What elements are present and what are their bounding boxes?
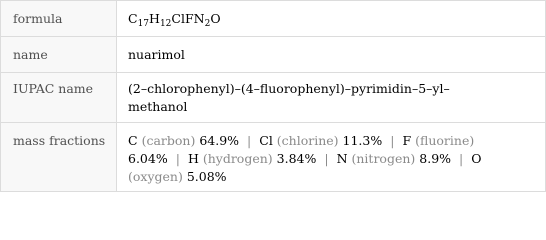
mass-fractions-line1	[128, 132, 535, 150]
formula-h-subscript: 12	[159, 19, 172, 29]
separator: |	[324, 151, 329, 166]
key-cell	[1, 123, 117, 192]
mass-item-value: 11.3%	[342, 133, 383, 148]
formula-h: H	[149, 11, 160, 26]
table-row-name	[1, 37, 546, 73]
mass-item-value: 8.9%	[419, 151, 452, 166]
iupac-value-cell	[117, 73, 546, 123]
separator: |	[175, 151, 180, 166]
mass-item-value: 3.84%	[276, 151, 317, 166]
mass-item-symbol: Cl	[259, 133, 273, 148]
mass-fractions-line2	[128, 150, 535, 168]
mass-item-value: 64.9%	[199, 133, 240, 148]
name-value: nuarimol	[128, 47, 185, 62]
separator: |	[247, 133, 252, 148]
key-cell	[1, 1, 117, 37]
key-cell	[1, 37, 117, 73]
mass-item-symbol: C	[128, 133, 138, 148]
table-row-mass-fractions	[1, 123, 546, 192]
iupac-key: IUPAC name	[13, 81, 94, 96]
separator: |	[390, 133, 395, 148]
name-key: name	[13, 47, 48, 62]
mass-item-symbol: F	[402, 133, 412, 148]
mass-item-value: 5.08%	[186, 169, 227, 184]
formula-key: formula	[13, 11, 63, 26]
formula-c: C	[128, 11, 138, 26]
mass-item-element: (chlorine)	[276, 133, 339, 148]
table-row-iupac	[1, 73, 546, 123]
name-value-cell	[117, 37, 546, 73]
mass-fractions-value-cell	[117, 123, 546, 192]
key-cell	[1, 73, 117, 123]
mass-item-symbol: O	[471, 151, 482, 166]
formula-n-subscript: 2	[204, 19, 211, 29]
mass-item-element: (fluorine)	[415, 133, 475, 148]
iupac-value-line2: methanol	[128, 99, 188, 114]
mass-item-symbol: N	[336, 151, 348, 166]
iupac-value-line1: (2–chlorophenyl)–(4–fluorophenyl)–pyrimidin–5–yl–	[128, 81, 450, 96]
table-row-formula	[1, 1, 546, 37]
mass-item-element: (hydrogen)	[202, 151, 273, 166]
formula-clfn: ClFN	[171, 11, 205, 26]
mass-item-symbol: H	[187, 151, 199, 166]
mass-fractions-line3	[128, 168, 535, 186]
formula-o: O	[210, 11, 221, 26]
separator: |	[459, 151, 464, 166]
mass-item-element: (nitrogen)	[351, 151, 416, 166]
mass-item-element: (oxygen)	[128, 169, 183, 184]
mass-item-value: 6.04%	[128, 151, 168, 166]
mass-item-element: (carbon)	[141, 133, 196, 148]
formula-c-subscript: 17	[137, 19, 150, 29]
formula-value	[117, 1, 546, 37]
mass-fractions-key: mass fractions	[13, 133, 106, 148]
